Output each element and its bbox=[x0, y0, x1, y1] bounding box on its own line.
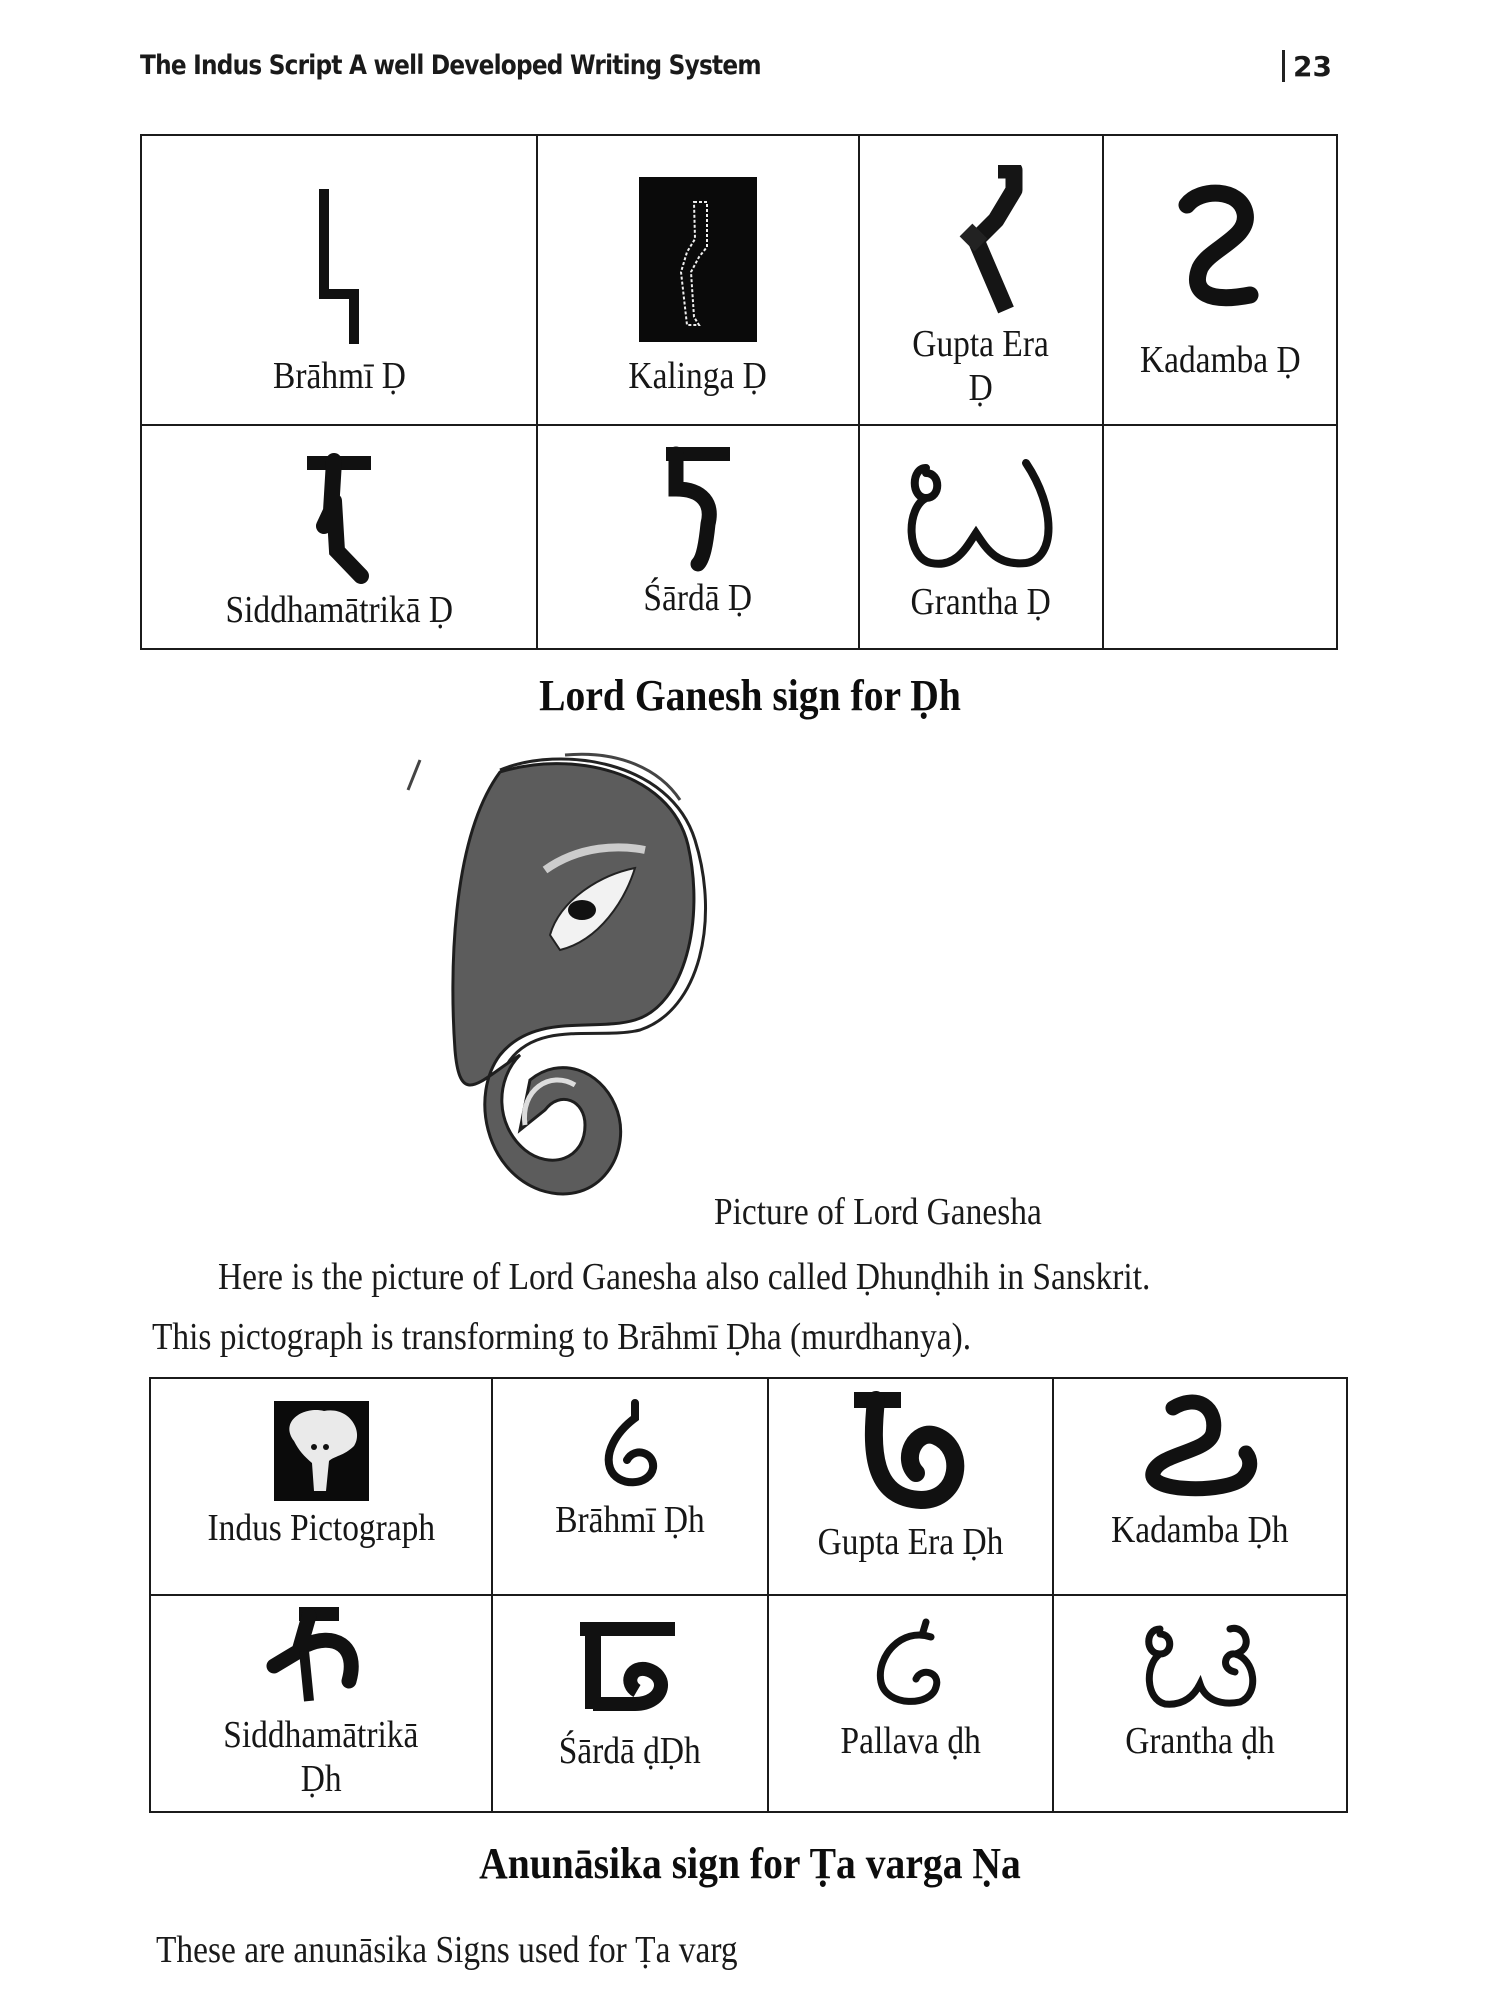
table-cell bbox=[537, 135, 859, 425]
table-cell bbox=[492, 1595, 768, 1812]
table-cell bbox=[859, 425, 1103, 649]
sarda-d-glyph-icon bbox=[658, 441, 738, 576]
table-row bbox=[150, 1595, 1347, 1812]
ganesha-picture bbox=[400, 750, 710, 1230]
d-glyph-table bbox=[140, 134, 1338, 650]
kalinga-d-glyph-icon bbox=[639, 164, 757, 354]
table-row bbox=[141, 135, 1337, 425]
section-title-anunasika: Anunāsika sign for Ṭa varga Ṇa bbox=[479, 1839, 1021, 1888]
table-cell bbox=[141, 425, 537, 649]
sarda-dh-glyph-icon bbox=[575, 1609, 685, 1729]
paragraph-line: These are anunāsika Signs used for Ṭa varg bbox=[156, 1929, 738, 1971]
kadamba-dh-glyph-icon bbox=[1138, 1388, 1263, 1508]
glyph-label: Brāhmī Ḍ bbox=[272, 355, 406, 397]
glyph-label: Grantha ḍh bbox=[1125, 1720, 1275, 1762]
page-number-value: 23 bbox=[1293, 50, 1332, 83]
glyph-label: Grantha Ḍ bbox=[910, 581, 1052, 623]
glyph-label: Pallava ḍh bbox=[840, 1720, 981, 1762]
brahmi-d-glyph-icon bbox=[304, 174, 374, 354]
page-number-divider bbox=[1282, 50, 1285, 82]
siddhamatrika-dh-glyph-icon bbox=[264, 1598, 379, 1713]
glyph-label: Kalinga Ḍ bbox=[628, 355, 768, 397]
table-cell bbox=[1053, 1595, 1347, 1812]
table-cell bbox=[1103, 135, 1337, 425]
glyph-label: Ḍh bbox=[300, 1758, 342, 1800]
page-number bbox=[1282, 50, 1332, 83]
table-cell bbox=[1053, 1378, 1347, 1595]
grantha-d-glyph-icon bbox=[896, 440, 1066, 580]
glyph-label: Indus Pictograph bbox=[207, 1507, 435, 1549]
table-cell-empty bbox=[1103, 425, 1337, 649]
paragraph-line: Here is the picture of Lord Ganesha also called Ḍhunḍhih in Sanskrit. bbox=[218, 1256, 1151, 1298]
table-row bbox=[150, 1378, 1347, 1595]
gupta-dh-glyph-icon bbox=[846, 1380, 976, 1520]
glyph-label: Kadamba Ḍ bbox=[1139, 339, 1301, 381]
glyph-label: Brāhmī Ḍh bbox=[555, 1499, 705, 1541]
table-row bbox=[141, 425, 1337, 649]
running-header-title: The Indus Script A well Developed Writing System bbox=[140, 50, 761, 81]
glyph-label: Ḍ bbox=[968, 367, 994, 409]
siddhamatrika-d-glyph-icon bbox=[299, 448, 379, 588]
pallava-dh-glyph-icon bbox=[871, 1609, 951, 1719]
glyph-label: Kadamba Ḍh bbox=[1111, 1509, 1289, 1551]
grantha-dh-glyph-icon bbox=[1135, 1609, 1265, 1719]
glyph-label: Śārdā Ḍ bbox=[643, 577, 753, 619]
dh-glyph-table bbox=[149, 1377, 1348, 1813]
glyph-label: Śārdā ḍḌh bbox=[558, 1730, 702, 1772]
gupta-d-glyph-icon bbox=[936, 162, 1026, 322]
glyph-label: Siddhamātrikā Ḍ bbox=[225, 589, 453, 631]
glyph-label: Gupta Era bbox=[912, 323, 1050, 365]
brahmi-dh-glyph-icon bbox=[595, 1393, 665, 1498]
table-cell bbox=[150, 1595, 492, 1812]
picture-caption: Picture of Lord Ganesha bbox=[714, 1191, 1042, 1233]
indus-pictograph-glyph-icon bbox=[274, 1396, 369, 1506]
table-cell bbox=[537, 425, 859, 649]
kadamba-d-glyph-icon bbox=[1175, 163, 1265, 338]
ganesha-head-icon bbox=[400, 750, 710, 1230]
table-cell bbox=[141, 135, 537, 425]
section-title-ganesh: Lord Ganesh sign for Ḍh bbox=[539, 671, 961, 720]
table-cell bbox=[768, 1595, 1053, 1812]
table-cell bbox=[768, 1378, 1053, 1595]
table-cell bbox=[492, 1378, 768, 1595]
table-cell bbox=[859, 135, 1103, 425]
glyph-label: Gupta Era Ḍh bbox=[817, 1521, 1004, 1563]
paragraph-line: This pictograph is transforming to Brāhmī Ḍha (murdhanya). bbox=[152, 1316, 972, 1358]
glyph-label: Siddhamātrikā bbox=[223, 1714, 419, 1756]
table-cell bbox=[150, 1378, 492, 1595]
